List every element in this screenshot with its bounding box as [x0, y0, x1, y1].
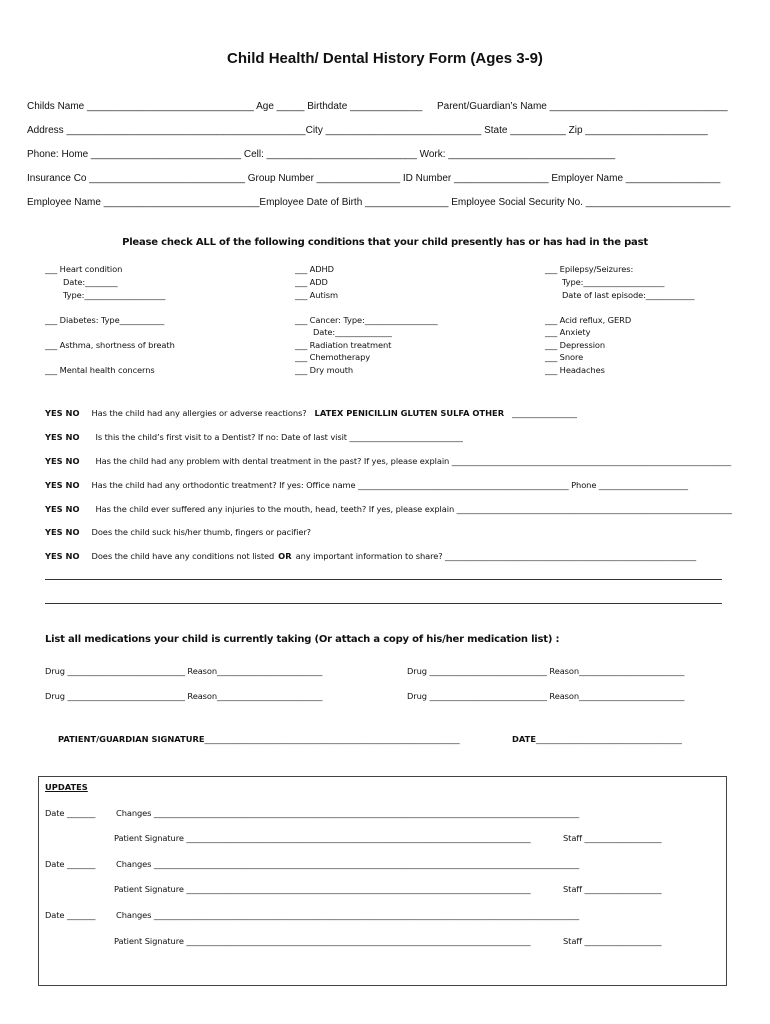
address-city-state-zip-field[interactable]: Address ___________________________________________City ____________________________ State __________ Zip ______________________ — [27, 125, 708, 136]
signature-date-row — [512, 729, 682, 747]
condition-heart-type[interactable]: Type:____________________ — [63, 290, 166, 300]
yes-no-options[interactable]: YES NO — [45, 456, 80, 466]
signature-date-line[interactable]: ____________________________________ — [536, 734, 682, 744]
condition-acid-reflux[interactable]: ___ Acid reflux, GERD — [545, 315, 632, 325]
yes-no-options[interactable]: YES NO — [45, 432, 80, 442]
question-first-visit — [45, 427, 463, 445]
update-changes-field[interactable]: Changes _________________________________________________________________________________________________________ — [116, 808, 580, 818]
update-staff-field[interactable]: Staff ___________________ — [563, 833, 662, 843]
medication-row-field[interactable]: Drug _____________________________ Reason__________________________ — [407, 691, 685, 701]
medication-row-field[interactable]: Drug _____________________________ Reason__________________________ — [407, 666, 685, 676]
question-text-field[interactable]: any important information to share? ______________________________________________________________ — [295, 551, 697, 561]
question-thumb-sucking — [45, 522, 311, 540]
signature-date-label: DATE — [512, 734, 536, 744]
condition-epilepsy[interactable]: ___ Epilepsy/Seizures: — [545, 264, 634, 274]
condition-dry-mouth[interactable]: ___ Dry mouth — [295, 365, 354, 375]
insurance-fields[interactable]: Insurance Co ____________________________ Group Number _______________ ID Number _________________ Employer Name _________________ — [27, 173, 721, 184]
update-date-field[interactable]: Date _______ — [45, 859, 96, 869]
allergy-other-field[interactable]: ________________ — [512, 408, 577, 418]
condition-add[interactable]: ___ ADD — [295, 277, 328, 287]
yes-no-options[interactable]: YES NO — [45, 408, 80, 418]
question-text[interactable]: Is this the child’s first visit to a Dentist? If no: Date of last visit ____________________________ — [95, 432, 463, 442]
answer-line[interactable] — [45, 579, 722, 580]
allergy-options[interactable]: LATEX PENICILLIN GLUTEN SULFA OTHER — [314, 408, 505, 418]
yes-no-options[interactable]: YES NO — [45, 551, 80, 561]
question-text[interactable]: Has the child had any orthodontic treatment? If yes: Office name ____________________________________________________ Phone ______________________ — [91, 480, 688, 490]
condition-cancer[interactable]: ___ Cancer: Type:__________________ — [295, 315, 438, 325]
update-patient-signature-field[interactable]: Patient Signature _____________________________________________________________________________________ — [114, 936, 531, 946]
update-date-field[interactable]: Date _______ — [45, 808, 96, 818]
update-date-field[interactable]: Date _______ — [45, 910, 96, 920]
update-changes-field[interactable]: Changes _________________________________________________________________________________________________________ — [116, 910, 580, 920]
condition-epilepsy-last-episode[interactable]: Date of last episode:____________ — [562, 290, 695, 300]
parent-guardian-name-field[interactable]: Parent/Guardian’s Name ________________________________ — [437, 101, 728, 112]
condition-diabetes[interactable]: ___ Diabetes: Type___________ — [45, 315, 165, 325]
update-staff-field[interactable]: Staff ___________________ — [563, 884, 662, 894]
or-emphasis: OR — [278, 551, 292, 561]
medications-heading: List all medications your child is currently taking (Or attach a copy of his/her medication list) : — [45, 634, 560, 645]
question-other-conditions — [45, 546, 696, 564]
question-allergies — [45, 403, 577, 421]
form-title: Child Health/ Dental History Form (Ages 3-9) — [227, 50, 543, 67]
condition-heart[interactable]: ___ Heart condition — [45, 264, 123, 274]
medication-row-field[interactable]: Drug _____________________________ Reason__________________________ — [45, 666, 323, 676]
question-text[interactable]: Has the child had any problem with dental treatment in the past? If yes, please explain _____________________________________________________________________ — [95, 456, 732, 466]
question-orthodontic — [45, 475, 688, 493]
condition-headaches[interactable]: ___ Headaches — [545, 365, 605, 375]
update-patient-signature-field[interactable]: Patient Signature _____________________________________________________________________________________ — [114, 833, 531, 843]
signature-row — [58, 729, 460, 747]
condition-asthma[interactable]: ___ Asthma, shortness of breath — [45, 340, 175, 350]
condition-chemotherapy[interactable]: ___ Chemotherapy — [295, 352, 371, 362]
question-text: Does the child have any conditions not listed — [91, 551, 275, 561]
employee-fields[interactable]: Employee Name ____________________________Employee Date of Birth _______________ Employee Social Security No. __________________________ — [27, 197, 731, 208]
update-changes-field[interactable]: Changes _________________________________________________________________________________________________________ — [116, 859, 580, 869]
update-patient-signature-field[interactable]: Patient Signature _____________________________________________________________________________________ — [114, 884, 531, 894]
update-staff-field[interactable]: Staff ___________________ — [563, 936, 662, 946]
medication-row-field[interactable]: Drug _____________________________ Reason__________________________ — [45, 691, 323, 701]
condition-radiation[interactable]: ___ Radiation treatment — [295, 340, 392, 350]
yes-no-options[interactable]: YES NO — [45, 527, 80, 537]
updates-heading: UPDATES — [45, 782, 88, 792]
condition-cancer-date[interactable]: Date:______________ — [313, 327, 392, 337]
phone-fields[interactable]: Phone: Home ___________________________ Cell: ___________________________ Work: ______________________________ — [27, 149, 616, 160]
yes-no-options[interactable]: YES NO — [45, 480, 80, 490]
condition-depression[interactable]: ___ Depression — [545, 340, 606, 350]
yes-no-options[interactable]: YES NO — [45, 504, 80, 514]
condition-epilepsy-type[interactable]: Type:____________________ — [562, 277, 665, 287]
question-text: Has the child had any allergies or adverse reactions? — [91, 408, 307, 418]
condition-heart-date[interactable]: Date:________ — [63, 277, 118, 287]
question-injuries — [45, 499, 732, 517]
condition-anxiety[interactable]: ___ Anxiety — [545, 327, 591, 337]
signature-label: PATIENT/GUARDIAN SIGNATURE — [58, 734, 205, 744]
conditions-heading: Please check ALL of the following conditions that your child presently has or has had in the past — [122, 237, 648, 248]
answer-line[interactable] — [45, 603, 722, 604]
condition-mental-health[interactable]: ___ Mental health concerns — [45, 365, 155, 375]
condition-snore[interactable]: ___ Snore — [545, 352, 584, 362]
question-text[interactable]: Has the child ever suffered any injuries to the mouth, head, teeth? If yes, please explain ____________________________________________________________________ — [95, 504, 732, 514]
child-name-age-birthdate-field[interactable]: Childs Name ______________________________ Age _____ Birthdate _____________ — [27, 101, 423, 112]
condition-adhd[interactable]: ___ ADHD — [295, 264, 334, 274]
condition-autism[interactable]: ___ Autism — [295, 290, 338, 300]
question-text: Does the child suck his/her thumb, fingers or pacifier? — [91, 527, 311, 537]
signature-line[interactable]: _______________________________________________________________ — [204, 734, 460, 744]
question-dental-problem — [45, 451, 731, 469]
